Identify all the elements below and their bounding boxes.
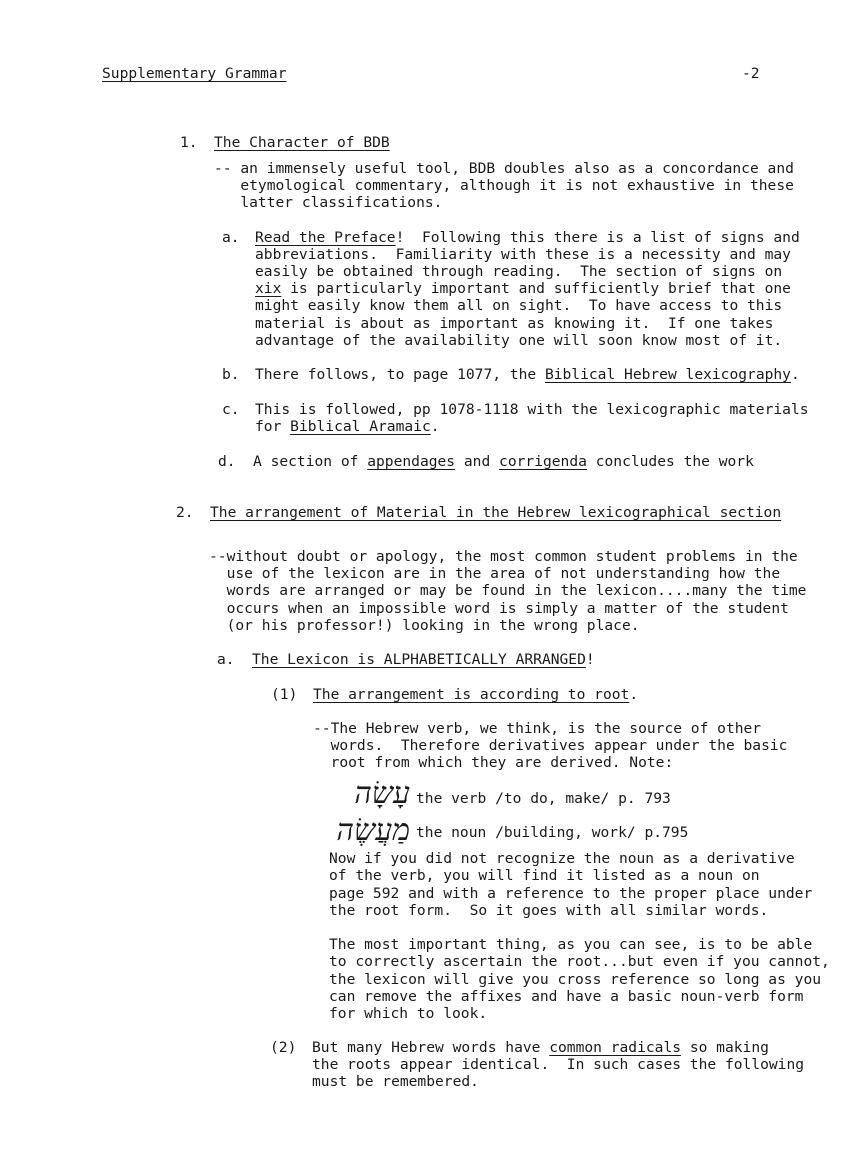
item-b-line: There follows, to page 1077, the Biblical Hebrew lexicography.: [255, 366, 800, 383]
section-2-heading: The arrangement of Material in the Hebrew lexicographical section: [210, 504, 782, 521]
sub-1-intro-line: words. Therefore derivatives appear under the basic: [313, 737, 788, 754]
section-2-intro-line: --without doubt or apology, the most common student problems in the: [209, 548, 798, 565]
item-2a-heading-line: The Lexicon is ALPHABETICALLY ARRANGED!: [252, 651, 595, 668]
item-a-marker: a.: [222, 229, 240, 246]
hebrew-noun-handwritten: מַעֲשֶׂה: [336, 813, 410, 848]
item-a-line: easily be obtained through reading. The section of signs on: [255, 263, 783, 280]
sub-2-line: the roots appear identical. In such cases the following: [312, 1056, 805, 1073]
sub-1-heading: The arrangement is according to root: [313, 686, 630, 703]
item-b-marker: b.: [222, 366, 240, 383]
sub-2-line: But many Hebrew words have common radicals so making: [312, 1039, 769, 1056]
item-a-line: abbreviations. Familiarity with these is a necessity and may: [255, 246, 791, 263]
sub-1-intro-line: root from which they are derived. Note:: [313, 754, 674, 771]
item-d-marker: d.: [218, 453, 236, 470]
section-2-number: 2.: [176, 504, 194, 521]
sub-1-para1-line: Now if you did not recognize the noun as a derivative: [329, 850, 795, 867]
sub-1-marker: (1): [271, 686, 298, 703]
sub-1-intro-line: --The Hebrew verb, we think, is the source of other: [313, 720, 762, 737]
section-1-heading: The Character of BDB: [214, 134, 390, 151]
item-2a-heading: The Lexicon is ALPHABETICALLY ARRANGED: [252, 651, 586, 668]
sub-1-heading-line: The arrangement is according to root.: [313, 686, 639, 703]
sub-1-para1-line: of the verb, you will find it listed as a noun on: [329, 867, 760, 884]
section-1-intro-line: latter classifications.: [214, 194, 443, 211]
sub-1-para1-line: the root form. So it goes with all similar words.: [329, 902, 769, 919]
sub-1-para1-line: page 592 and with a reference to the proper place under: [329, 885, 813, 902]
sub-1-para2-line: The most important thing, as you can see, is to be able: [329, 936, 813, 953]
biblical-aramaic: Biblical Aramaic: [290, 418, 431, 435]
corrigenda: corrigenda: [499, 453, 587, 470]
read-preface-emphasis: Read the Preface: [255, 229, 396, 246]
section-1-number: 1.: [180, 134, 198, 151]
common-radicals: common radicals: [549, 1039, 682, 1056]
section-2-intro-line: occurs when an impossible word is simply a matter of the student: [209, 600, 789, 617]
hebrew-verb-gloss: the verb /to do, make/ p. 793: [416, 790, 671, 807]
sub-1-para2-line: for which to look.: [329, 1005, 488, 1022]
item-a-line: xix is particularly important and sufficiently brief that one: [255, 280, 791, 297]
sub-1-para2-line: the lexicon will give you cross reference so long as you: [329, 971, 822, 988]
biblical-hebrew-lexicography: Biblical Hebrew lexicography: [544, 366, 791, 383]
item-a-line: advantage of the availability one will soon know most of it.: [255, 332, 783, 349]
item-c-line: This is followed, pp 1078-1118 with the lexicographic materials: [255, 401, 809, 418]
sub-1-para2-line: to correctly ascertain the root...but even if you cannot,: [329, 953, 830, 970]
page-number: -2: [742, 65, 760, 82]
section-2-intro-line: (or his professor!) looking in the wrong place.: [209, 617, 640, 634]
section-1-intro-line: -- an immensely useful tool, BDB doubles also as a concordance and: [214, 160, 794, 177]
sub-2-marker: (2): [270, 1039, 297, 1056]
section-2-intro-line: words are arranged or may be found in the lexicon....many the time: [209, 582, 807, 599]
item-a-line: material is about as important as knowing it. If one takes: [255, 315, 774, 332]
item-d-line: A section of appendages and corrigenda concludes the work: [253, 453, 754, 470]
item-a-line: might easily know them all on sight. To have access to this: [255, 297, 783, 314]
hebrew-verb-handwritten: עָשָׂה: [354, 776, 410, 811]
sub-2-line: must be remembered.: [312, 1073, 479, 1090]
section-1-intro-line: etymological commentary, although it is not exhaustive in these: [214, 177, 794, 194]
running-header-title: Supplementary Grammar: [102, 65, 287, 82]
hebrew-noun-gloss: the noun /building, work/ p.795: [416, 824, 689, 841]
item-2a-marker: a.: [217, 651, 235, 668]
appendages: appendages: [367, 453, 456, 470]
item-a-line: Read the Preface! Following this there is a list of signs and: [255, 229, 800, 246]
section-2-intro-line: use of the lexicon are in the area of not understanding how the: [209, 565, 781, 582]
xix-reference: xix: [255, 280, 282, 297]
item-c-line: for Biblical Aramaic.: [255, 418, 440, 435]
item-c-marker: c.: [222, 401, 240, 418]
sub-1-para2-line: can remove the affixes and have a basic noun-verb form: [329, 988, 804, 1005]
